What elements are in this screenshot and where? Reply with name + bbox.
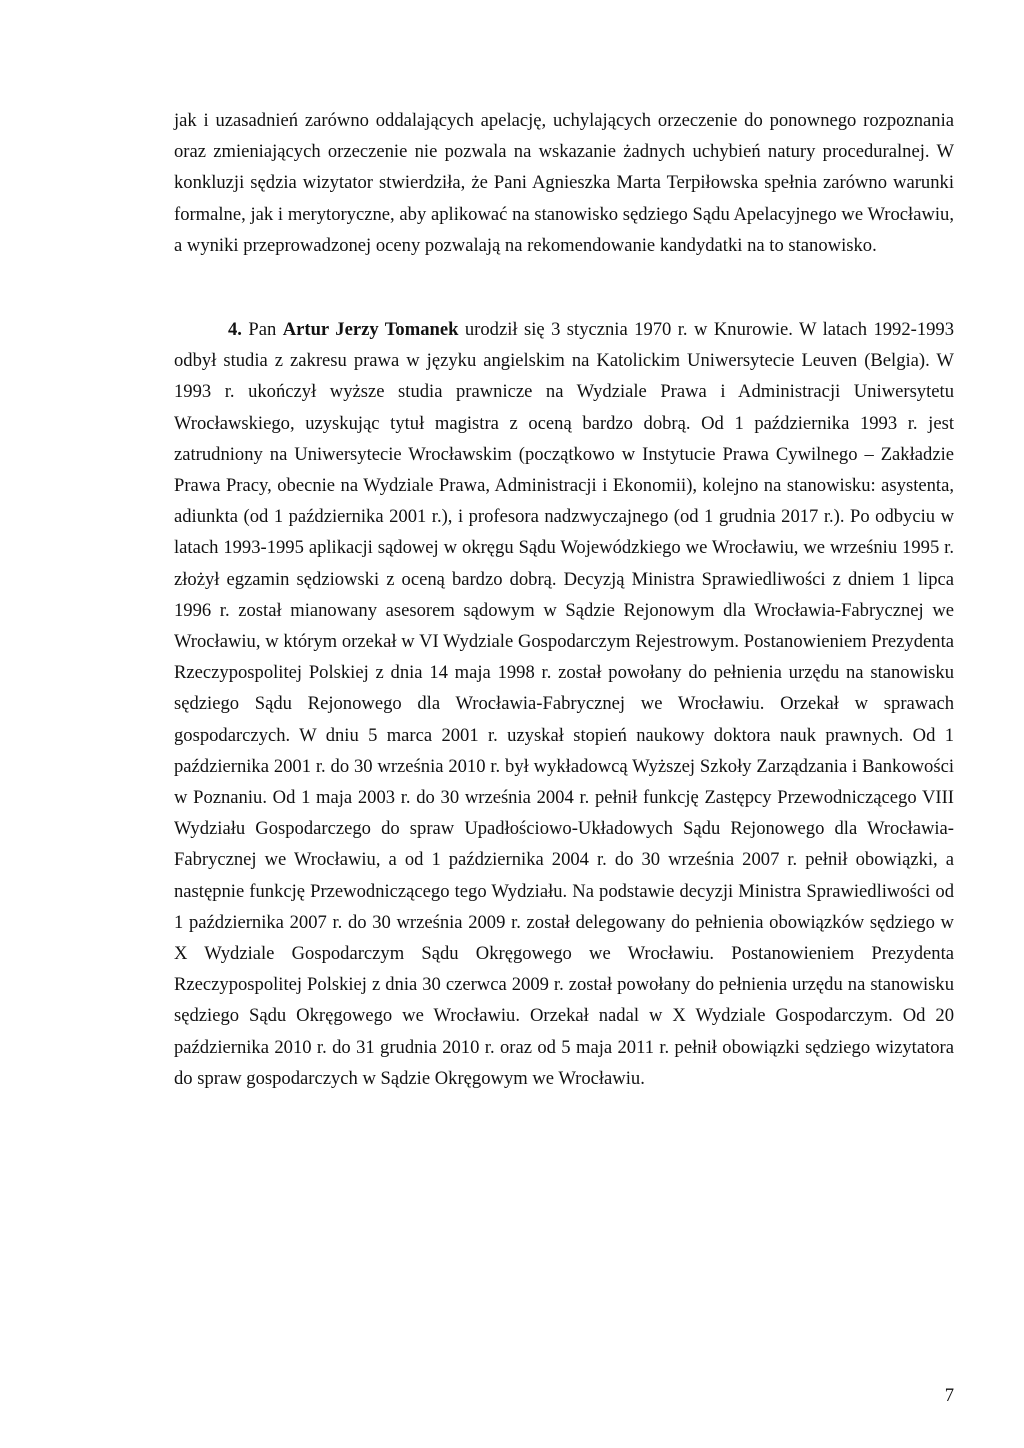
paragraph-1-text: jak i uzasadnień zarówno oddalających apelację, uchylających orzeczenie do ponownego rozpoznania oraz zmieniających orzeczenie nie pozwala na wskazanie żadnych uchybień natury proceduralnej. W konkluzji sędzia wizytator stwierdziła, że Pani Agnieszka Marta Terpiłowska spełnia zarówno warunki formalne, jak i merytoryczne, aby aplikować na stanowisko sędziego Sądu Apelacyjnego we Wrocławiu, a wyniki przeprowadzonej oceny pozwalają na rekomendowanie kandydatki na to stanowisko.	[174, 110, 954, 256]
paragraph-1	[174, 105, 954, 261]
paragraph-2-prefix: Pan	[241, 319, 283, 340]
paragraph-2-text: urodził się 3 stycznia 1970 r. w Knurowie. W latach 1992-1993 odbył studia z zakresu prawa w języku angielskim na Katolickim Uniwersytecie Leuven (Belgia). W 1993 r. ukończył wyższe studia prawnicze na Wydziale Prawa i Administracji Uniwersytetu Wrocławskiego, uzyskując tytuł magistra z oceną bardzo dobrą. Od 1 października 1993 r. jest zatrudniony na Uniwersytecie Wrocławskim (początkowo w Instytucie Prawa Cywilnego – Zakładzie Prawa Pracy, obecnie na Wydziale Prawa, Administracji i Ekonomii), kolejno na stanowisku: asystenta, adiunkta (od 1 października 2001 r.), i profesora nadzwyczajnego (od 1 grudnia 2017 r.). Po odbyciu w latach 1993-1995 aplikacji sądowej w okręgu Sądu Wojewódzkiego we Wrocławiu, we wrześniu 1995 r. złożył egzamin sędziowski z oceną bardzo dobrą. Decyzją Ministra Sprawiedliwości z dniem 1 lipca 1996 r. został mianowany asesorem sądowym w Sądzie Rejonowym dla Wrocławia-Fabrycznej we Wrocławiu, w którym orzekał w VI Wydziale Gospodarczym Rejestrowym. Postanowieniem Prezydenta Rzeczypospolitej Polskiej z dnia 14 maja 1998 r. został powołany do pełnienia urzędu na stanowisku sędziego Sądu Rejonowego dla Wrocławia-Fabrycznej we Wrocławiu. Orzekał w sprawach gospodarczych. W dniu 5 marca 2001 r. uzyskał stopień naukowy doktora nauk prawnych. Od 1 października 2001 r. do 30 września 2010 r. był wykładowcą Wyższej Szkoły Zarządzania i Bankowości w Poznaniu. Od 1 maja 2003 r. do 30 września 2004 r. pełnił funkcję Zastępcy Przewodniczącego VIII Wydziału Gospodarczego do spraw Upadłościowo-Układowych Sądu Rejonowego dla Wrocławia-Fabrycznej we Wrocławiu, a od 1 października 2004 r. do 30 września 2007 r. pełnił obowiązki, a następnie funkcję Przewodniczącego tego Wydziału. Na podstawie decyzji Ministra Sprawiedliwości od 1 października 2007 r. do 30 września 2009 r. został delegowany do pełnienia obowiązków sędziego w X Wydziale Gospodarczym Sądu Okręgowego we Wrocławiu. Postanowieniem Prezydenta Rzeczypospolitej Polskiej z dnia 30 czerwca 2009 r. został powołany do pełnienia urzędu na stanowisku sędziego Sądu Okręgowego we Wrocławiu. Orzekał nadal w X Wydziale Gospodarczym. Od 20 października 2010 r. do 31 grudnia 2010 r. oraz od 5 maja 2011 r. pełnił obowiązki sędziego wizytatora do spraw gospodarczych w Sądzie Okręgowym we Wrocławiu.	[174, 319, 955, 1089]
paragraph-2	[174, 314, 954, 1094]
paragraph-2-number: 4.	[228, 319, 242, 340]
candidate-name: Artur Jerzy Tomanek	[282, 319, 459, 340]
page-number: 7	[944, 1385, 954, 1406]
